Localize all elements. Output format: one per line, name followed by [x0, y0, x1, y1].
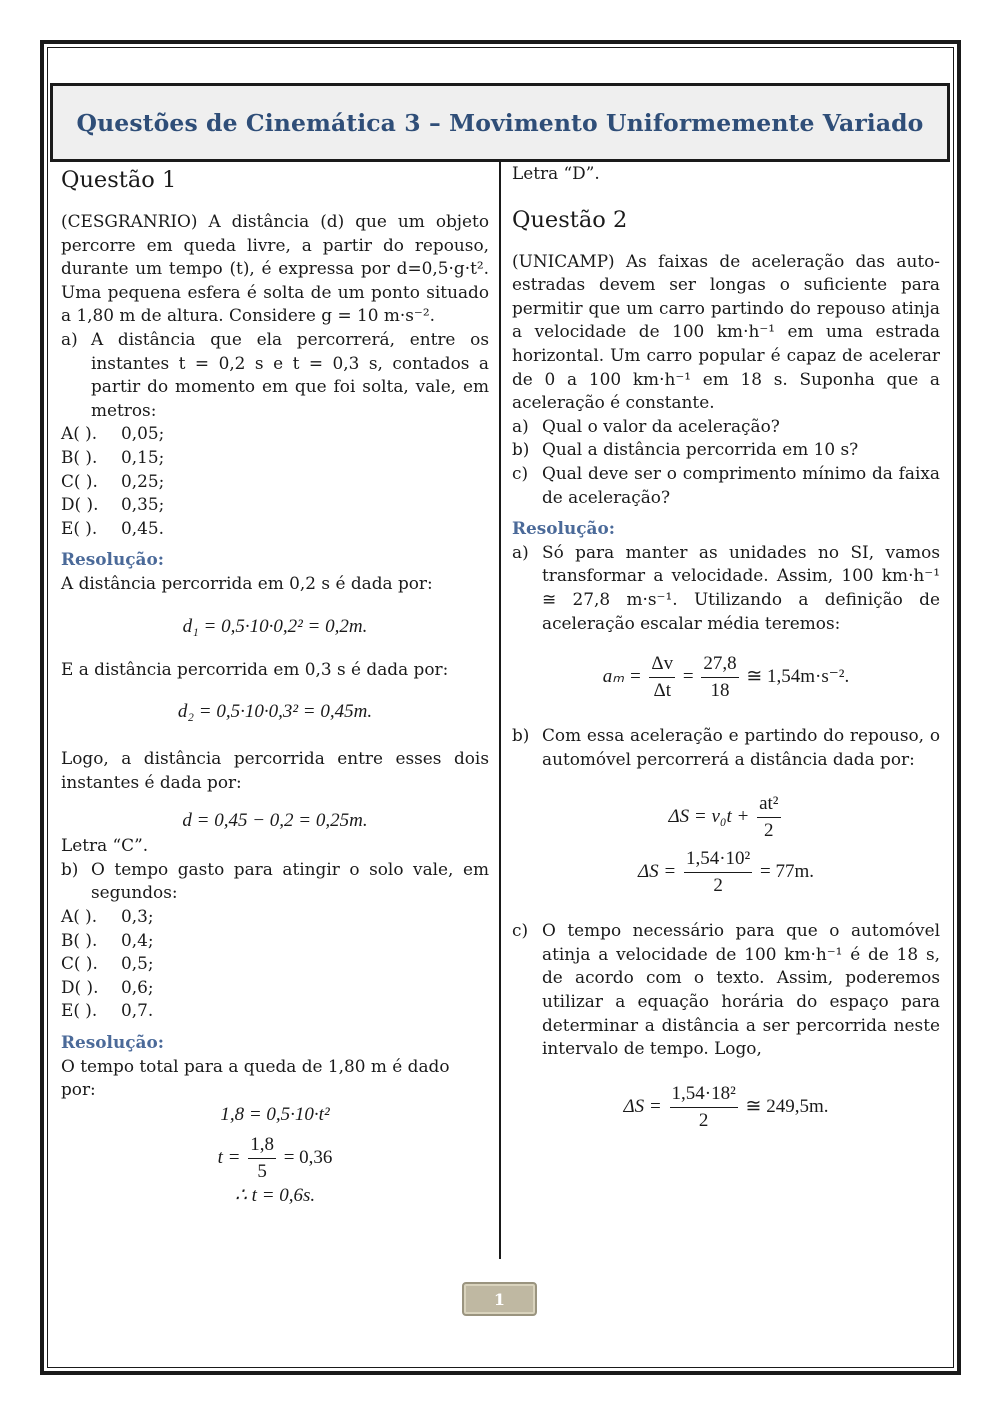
- equation-rhs: ≅ 1,54m·s⁻².: [746, 665, 850, 687]
- item-label: b): [512, 439, 530, 460]
- fraction-numerator: at²: [757, 793, 780, 818]
- equation-d1: [61, 614, 489, 640]
- question-1-item-b: [61, 858, 489, 905]
- option-value: 0,4;: [121, 929, 154, 950]
- resolution-text: A distância percorrida em 0,2 s é dada por:: [61, 572, 433, 593]
- item-label: c): [512, 462, 529, 483]
- item-text: Qual o valor da aceleração?: [542, 415, 780, 436]
- equation-s3: [512, 1083, 940, 1132]
- option-label: C( ).: [61, 953, 98, 974]
- right-column: [512, 162, 940, 1132]
- item-label: b): [512, 725, 530, 746]
- option-value: 0,3;: [121, 906, 154, 927]
- item-text: A distância que ela percorrerá, entre os instantes t = 0,2 s e t = 0,3 s, contados a partir do momento em que foi solta, vale, em metros:: [91, 328, 489, 420]
- option-row: [61, 905, 489, 929]
- equation-s1: [512, 793, 940, 842]
- equation-text: d = 0,45 − 0,2 = 0,25m.: [182, 810, 368, 832]
- equation-d: [61, 808, 489, 834]
- resolution-text: Logo, a distância percorrida entre esses dois instantes é dada por:: [61, 748, 489, 792]
- column-divider: [499, 162, 501, 1259]
- question-1-statement: (CESGRANRIO) A distância (d) que um objeto percorre em queda livre, a partir do repouso, durante um tempo (t), é expressa por d=0,5·g·t². Uma pequena esfera é solta de um ponto situado a 1,80 m de altura. Considere g = 10 m·s⁻².: [61, 211, 489, 326]
- option-row: [61, 422, 489, 446]
- option-row: [61, 470, 489, 494]
- option-row: [61, 929, 489, 953]
- resolution-item-a: [512, 541, 940, 635]
- option-value: 0,15;: [121, 446, 165, 467]
- resolution-text: E a distância percorrida em 0,3 s é dada por:: [61, 658, 449, 679]
- option-label: D( ).: [61, 494, 99, 515]
- option-row: [61, 952, 489, 976]
- item-label: c): [512, 920, 529, 941]
- fraction: [701, 653, 738, 702]
- fraction: [684, 848, 752, 897]
- option-value: 0,35;: [121, 494, 165, 515]
- item-text: Qual a distância percorrida em 10 s?: [542, 439, 859, 460]
- fraction: [670, 1083, 738, 1132]
- equation-b3: [61, 1183, 489, 1209]
- option-row: [61, 999, 489, 1023]
- equation-lhs: ΔS =: [623, 1095, 662, 1117]
- fraction-denominator: 5: [257, 1160, 267, 1182]
- equation-text: 1,8 = 0,5·10·t²: [220, 1103, 330, 1125]
- option-value: 0,05;: [121, 423, 165, 444]
- previous-answer: Letra “D”.: [512, 163, 600, 183]
- fraction-numerator: 1,54·10²: [684, 848, 752, 873]
- equation-equals: =: [682, 665, 694, 687]
- equation-text: d₁ = 0,5·10·0,2² = 0,2m.: [182, 615, 368, 637]
- fraction: [248, 1134, 276, 1183]
- item-text: O tempo necessário para que o automóvel atinja a velocidade de 100 km·h⁻¹ é de 18 s, de acordo com o texto. Assim, poderemos utilizar a equação horária do espaço para determinar a distância a ser percorrida neste intervalo de tempo. Logo,: [542, 920, 940, 1059]
- question-2-statement: (UNICAMP) As faixas de aceleração das auto-estradas devem ser longas o suficiente para permitir que um carro partindo do repouso atinja a velocidade de 100 km·h⁻¹ em uma estrada horizontal. Um carro popular é capaz de acelerar de 0 a 100 km·h⁻¹ em 18 s. Suponha que a aceleração é constante.: [512, 250, 940, 413]
- equation-rhs: = 0,36: [283, 1146, 333, 1168]
- option-value: 0,45.: [121, 517, 164, 538]
- page-number-badge: [462, 1282, 537, 1316]
- question-2-item-c: [512, 462, 940, 509]
- item-label: b): [61, 858, 79, 879]
- option-row: [61, 493, 489, 517]
- page-number: 1: [493, 1289, 506, 1309]
- fraction-numerator: 27,8: [701, 653, 738, 678]
- equation-lhs: ΔS = v₀t +: [668, 806, 750, 828]
- resolution-item-b: [512, 724, 940, 771]
- question-1-heading: Questão 1: [61, 167, 177, 193]
- answer-text: Letra “C”.: [61, 835, 149, 856]
- fraction: [649, 653, 675, 702]
- equation-text: ∴ t = 0,6s.: [234, 1184, 316, 1206]
- question-2-heading: Questão 2: [512, 206, 628, 233]
- equation-lhs: aₘ =: [602, 665, 642, 687]
- item-text: Qual deve ser o comprimento mínimo da faixa de aceleração?: [542, 462, 940, 507]
- option-row: [61, 446, 489, 470]
- equation-lhs: t =: [217, 1146, 241, 1168]
- fraction-denominator: 18: [710, 680, 730, 702]
- question-2-item-a: [512, 415, 940, 439]
- question-1-item-a: [61, 328, 489, 422]
- question-1a-options: [61, 422, 489, 540]
- option-row: [61, 976, 489, 1000]
- resolution-label: Resolução:: [512, 518, 615, 539]
- question-1b-options: [61, 905, 489, 1023]
- resolution-label: Resolução:: [61, 1032, 164, 1053]
- equation-text: d₂ = 0,5·10·0,3² = 0,45m.: [177, 701, 373, 723]
- option-label: C( ).: [61, 470, 98, 491]
- equation-rhs: = 77m.: [760, 861, 814, 883]
- item-text: Com essa aceleração e partindo do repouso, o automóvel percorrerá a distância dada por:: [542, 725, 940, 769]
- equation-b2: [61, 1134, 489, 1183]
- fraction-denominator: 2: [713, 875, 723, 897]
- option-value: 0,7.: [121, 1000, 154, 1021]
- option-value: 0,5;: [121, 953, 154, 974]
- fraction-numerator: 1,54·18²: [670, 1083, 738, 1108]
- fraction: [757, 793, 780, 842]
- resolution-text: O tempo total para a queda de 1,80 m é dado por:: [61, 1055, 450, 1100]
- resolution-label: Resolução:: [61, 549, 164, 570]
- fraction-denominator: 2: [698, 1109, 709, 1131]
- option-label: A( ).: [61, 423, 98, 444]
- page-title: Questões de Cinemática 3 – Movimento Uniformemente Variado: [76, 108, 924, 137]
- option-label: E( ).: [61, 1000, 98, 1021]
- option-value: 0,25;: [121, 470, 165, 491]
- fraction-denominator: Δt: [653, 680, 672, 702]
- resolution-item-c: [512, 919, 940, 1061]
- fraction-numerator: Δv: [649, 653, 675, 678]
- option-label: B( ).: [61, 446, 98, 467]
- left-column: [61, 164, 489, 1209]
- option-label: A( ).: [61, 906, 98, 927]
- item-label: a): [512, 541, 529, 562]
- option-row: [61, 517, 489, 541]
- title-banner: [50, 83, 950, 162]
- equation-b1: [61, 1102, 489, 1128]
- item-text: O tempo gasto para atingir o solo vale, em segundos:: [91, 858, 489, 903]
- equation-rhs: ≅ 249,5m.: [745, 1095, 829, 1117]
- equation-d2: [61, 699, 489, 725]
- item-text: Só para manter as unidades no SI, vamos transformar a velocidade. Assim, 100 km·h⁻¹ ≅ 27,8 m·s⁻¹. Utilizando a definição de aceleração escalar média teremos:: [542, 541, 940, 633]
- option-value: 0,6;: [121, 976, 154, 997]
- option-label: E( ).: [61, 517, 98, 538]
- fraction-numerator: 1,8: [248, 1134, 276, 1159]
- fraction-denominator: 2: [764, 820, 774, 842]
- equation-s2: [512, 848, 940, 897]
- item-label: a): [61, 328, 78, 349]
- question-2-item-b: [512, 438, 940, 462]
- equation-lhs: ΔS =: [637, 861, 677, 883]
- option-label: D( ).: [61, 976, 99, 997]
- equation-am: [512, 653, 940, 702]
- option-label: B( ).: [61, 929, 98, 950]
- item-label: a): [512, 415, 529, 436]
